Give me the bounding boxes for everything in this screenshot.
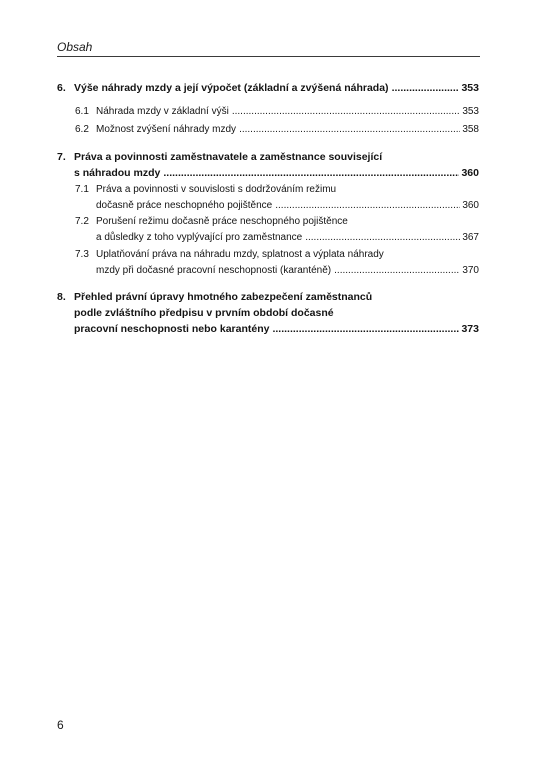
section-title: [96, 247, 479, 279]
dot-leader: [305, 230, 460, 246]
running-header-title: Obsah: [57, 40, 93, 54]
section-title: [96, 104, 479, 120]
section-number: 6.1: [75, 106, 89, 117]
title-line: Přehled právní úpravy hmotného zabezpečení zaměstnanců: [74, 291, 373, 303]
page-reference: 373: [461, 323, 479, 335]
section-number: 7.3: [75, 249, 89, 260]
section-title: [96, 122, 479, 138]
title-text: Možnost zvýšení náhrady mzdy: [96, 124, 237, 135]
toc-section: [75, 122, 479, 138]
title-line: Uplatňování práva na náhradu mzdy, splatnost a výplata náhrady: [96, 249, 384, 260]
dot-leader: [275, 198, 460, 214]
chapter-title: [74, 289, 479, 337]
dot-leader: [334, 263, 460, 279]
page-reference: 360: [462, 200, 479, 211]
dot-leader: [163, 165, 459, 181]
dot-leader: [232, 104, 460, 120]
toc-section: [75, 182, 479, 214]
page-reference: 353: [462, 106, 479, 117]
dot-leader: [392, 80, 460, 96]
toc-chapter: [57, 289, 479, 337]
page-reference: 370: [462, 265, 479, 276]
toc-section: [75, 247, 479, 279]
title-text: dočasně práce neschopného pojištěnce: [96, 200, 273, 211]
page-reference: 360: [461, 167, 479, 179]
title-line: Porušení režimu dočasně práce neschopného pojištěnce: [96, 216, 348, 227]
section-title: [96, 214, 479, 246]
title-line: [96, 198, 479, 214]
title-text: Náhrada mzdy v základní výši: [96, 106, 229, 117]
toc-section: [75, 104, 479, 120]
title-line: podle zvláštního předpisu v prvním období dočasné: [74, 307, 334, 319]
title-text: pracovní neschopnosti nebo karantény: [74, 323, 270, 335]
header-rule: [57, 56, 480, 57]
toc-chapter: [57, 149, 479, 181]
title-line: [74, 321, 479, 337]
title-text: s náhradou mzdy: [74, 167, 161, 179]
title-line: [96, 263, 479, 279]
title-line: [74, 165, 479, 181]
toc-section: [75, 214, 479, 246]
chapter-number: 7.: [57, 151, 66, 163]
page-reference: 358: [462, 124, 479, 135]
title-line: Práva a povinnosti v souvislosti s dodržováním režimu: [96, 184, 337, 195]
title-text: a důsledky z toho vyplývající pro zaměstnance: [96, 232, 303, 243]
title-line: [96, 230, 479, 246]
chapter-number: 6.: [57, 82, 66, 94]
dot-leader: [239, 122, 460, 138]
chapter-title: [74, 149, 479, 181]
title-line: [96, 104, 479, 120]
toc-chapter: [57, 80, 479, 96]
section-title: [96, 182, 479, 214]
chapter-number: 8.: [57, 291, 66, 303]
section-number: 7.2: [75, 216, 89, 227]
folio-page-number: 6: [57, 718, 64, 732]
title-text: mzdy při dočasné pracovní neschopnosti (karanténě): [96, 265, 332, 276]
chapter-title: [74, 80, 479, 96]
page-reference: 353: [461, 82, 479, 94]
section-number: 7.1: [75, 184, 89, 195]
dot-leader: [272, 321, 459, 337]
title-text: Výše náhrady mzdy a její výpočet (základní a zvýšená náhrada): [74, 82, 389, 94]
title-line: [74, 80, 479, 96]
section-number: 6.2: [75, 124, 89, 135]
title-line: [96, 122, 479, 138]
page-reference: 367: [462, 232, 479, 243]
title-line: Práva a povinnosti zaměstnavatele a zaměstnance související: [74, 151, 383, 163]
